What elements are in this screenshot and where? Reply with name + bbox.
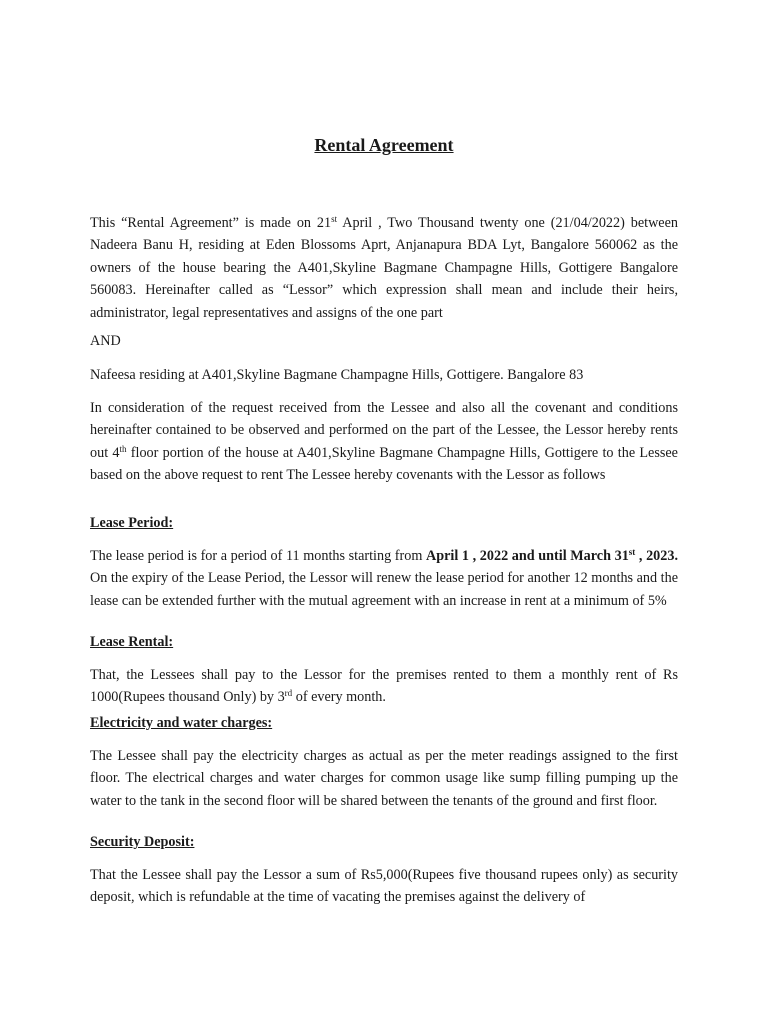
lease-period-text-2: On the expiry of the Lease Period, the Lessor will renew the lease period for another 12 months and the lease can be extended further with the mutual agreement with an increase in rent at a minimum of 5% [90,570,678,609]
lease-period-paragraph [90,545,678,612]
lease-rental-text-1: That, the Lessees shall pay to the Lessor for the premises rented to them a monthly rent of Rs 1000(Rupees thousand Only) by 3 [90,667,678,706]
lease-period-sup: st [628,547,636,557]
electricity-heading: Electricity and water charges: [90,715,273,731]
security-deposit-paragraph: That the Lessee shall pay the Lessor a sum of Rs5,000(Rupees five thousand rupees only) as security deposit, which is refundable at the time of vacating the premises against the delivery of [90,867,678,906]
consideration-paragraph [90,397,678,487]
consideration-text-1: In consideration of the request received from the Lessee and also all the covenant and conditions hereinafter contained to be observed and performed on the part of the Lessee, the Lessor hereby rents out 4 [90,400,678,461]
security-deposit-heading: Security Deposit: [90,834,195,850]
lease-period-end-year: , 2023. [635,548,678,564]
lease-period-dates: April 1 , 2022 and until March 31 [425,548,629,564]
intro-text-1: This “Rental Agreement” is made on 21 [90,215,332,231]
and-separator: AND [90,333,121,349]
lease-period-heading: Lease Period: [90,515,174,531]
lease-period-text-1: The lease period is for a period of 11 months starting from [90,548,426,564]
intro-paragraph [90,212,678,324]
lease-rental-sup: rd [284,688,293,699]
document-title: Rental Agreement [314,135,454,155]
lease-rental-heading: Lease Rental: [90,634,174,650]
consideration-text-2: floor portion of the house at A401,Skyline Bagmane Champagne Hills, Gottigere to the Lessee based on the above request to rent The Lessee hereby covenants with the Lessor as follows [90,444,678,484]
consideration-sup: th [119,443,127,454]
electricity-paragraph: The Lessee shall pay the electricity charges as actual as per the meter readings assigned to the first floor. The electrical charges and water charges for common usage like sump filling pumping up the water to the tank in the second floor will be shared between the tenants of the ground and first floor. [90,748,678,809]
lease-rental-paragraph [90,664,678,709]
lease-rental-text-2: of every month. [292,689,386,706]
intro-text-2: April , Two Thousand twenty one (21/04/2022) between Nadeera Banu H, residing at Eden Blossoms Aprt, Anjanapura BDA Lyt, Bangalore 560062 as the owners of the house bearing the A401,Skyline Bagmane Champagne Hills, Gottigere Bangalore 560083. Hereinafter called as “Lessor” which expression shall mean and include their heirs, administrator, legal representatives and assigns of the one part [90,215,678,321]
intro-sup: st [331,214,338,224]
lessee-paragraph: Nafeesa residing at A401,Skyline Bagmane Champagne Hills, Gottigere. Bangalore 83 [90,367,584,383]
